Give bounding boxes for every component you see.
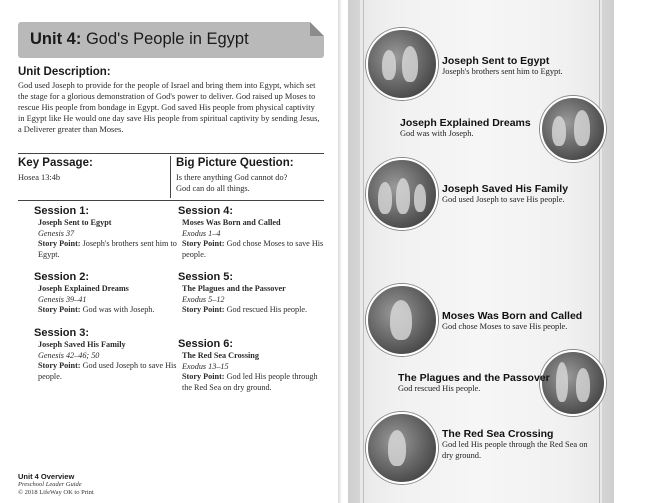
session-1 — [34, 205, 184, 260]
event-description: Joseph's brothers sent him to Egypt. — [442, 67, 563, 76]
big-picture-question: Is there anything God cannot do? — [176, 173, 288, 182]
session-title: The Plagues and the Passover — [182, 284, 286, 293]
session-heading: Session 2: — [34, 271, 90, 283]
timeline-event-4 — [442, 310, 582, 333]
session-title: Moses Was Born and Called — [182, 218, 281, 227]
joseph-sent-illustration — [366, 28, 438, 100]
story-point-label: Story Point: — [38, 361, 81, 371]
session-heading: Session 3: — [34, 327, 90, 339]
footer-copyright: © 2018 LifeWay OK to Print — [18, 489, 94, 496]
event-description: God led His people through the Red Sea on dry ground. — [442, 440, 588, 460]
story-point-label: Story Point: — [38, 305, 81, 315]
session-title: Joseph Explained Dreams — [38, 284, 129, 293]
session-reference: Exodus 5–12 — [182, 294, 225, 304]
event-title: The Red Sea Crossing — [442, 428, 554, 440]
page-gutter — [338, 0, 342, 503]
page-fold-corner — [310, 22, 324, 36]
session-6 — [178, 338, 328, 393]
key-passage-heading: Key Passage: — [18, 157, 93, 169]
event-title: Joseph Explained Dreams — [400, 117, 531, 129]
unit-description-text: God used Joseph to provide for the people of Israel and bring them into Egypt, which set the stage for a glorious demonstration of God's power to deliver. God raised up Moses to rescue His people from bondage in Egypt. God saved His people from physical captivity in Egypt like He would one day save His people from spiritual captivity by sending Jesus, a Deliverer greater than Moses. — [18, 81, 320, 134]
story-point-text: Joseph's brothers sent him to Egypt. — [38, 239, 177, 259]
unit-title — [30, 30, 249, 49]
event-description: God used Joseph to save His people. — [442, 195, 565, 204]
session-4 — [178, 205, 328, 260]
session-reference: Exodus 1–4 — [182, 228, 221, 238]
event-description: God chose Moses to save His people. — [442, 322, 568, 331]
session-5 — [178, 271, 328, 316]
timeline-event-6 — [442, 428, 592, 461]
story-point-label: Story Point: — [38, 239, 81, 249]
red-sea-illustration — [366, 412, 438, 484]
session-title: The Red Sea Crossing — [182, 351, 259, 360]
session-heading: Session 6: — [178, 338, 234, 350]
session-story-point — [38, 305, 184, 316]
session-story-point — [38, 239, 184, 260]
big-picture-text — [176, 172, 326, 194]
session-story-point — [182, 305, 328, 316]
unit-description-heading: Unit Description: — [18, 66, 111, 78]
moses-born-illustration — [366, 284, 438, 356]
divider — [18, 153, 324, 154]
timeline-event-2 — [400, 117, 531, 140]
event-description: God rescued His people. — [398, 384, 481, 393]
timeline-edge-line — [363, 0, 364, 503]
key-passage-text: Hosea 13:4b — [18, 173, 61, 182]
timeline-event-1 — [442, 55, 563, 78]
unit-name: God's People in Egypt — [85, 30, 249, 48]
session-2 — [34, 271, 184, 316]
story-point-text: God chose Moses to save His people. — [182, 239, 324, 259]
footer-subtitle: Preschool Leader Guide — [18, 481, 82, 488]
story-point-label: Story Point: — [182, 305, 225, 315]
column-divider — [170, 156, 171, 198]
event-title: The Plagues and the Passover — [398, 372, 550, 384]
big-picture-heading: Big Picture Question: — [176, 157, 294, 169]
session-story-point — [182, 372, 328, 393]
session-reference: Exodus 13–15 — [182, 361, 229, 371]
session-heading: Session 5: — [178, 271, 234, 283]
session-title: Joseph Sent to Egypt — [38, 218, 112, 227]
page-footer — [18, 472, 94, 497]
story-point-label: Story Point: — [182, 239, 225, 249]
joseph-family-illustration — [366, 158, 438, 230]
session-3 — [34, 327, 184, 382]
timeline-event-5 — [398, 372, 550, 395]
session-reference: Genesis 42–46; 50 — [38, 350, 100, 360]
story-point-label: Story Point: — [182, 372, 225, 382]
footer-title: Unit 4 Overview — [18, 472, 75, 481]
session-story-point — [182, 239, 328, 260]
session-reference: Genesis 39–41 — [38, 294, 87, 304]
plagues-passover-illustration — [540, 350, 606, 416]
story-point-text: God rescued His people. — [226, 305, 308, 315]
unit-label: Unit 4: — [30, 30, 82, 48]
big-picture-answer: God can do all things. — [176, 184, 250, 193]
event-title: Moses Was Born and Called — [442, 310, 583, 322]
session-story-point — [38, 361, 184, 382]
timeline-event-3 — [442, 183, 568, 206]
divider — [18, 200, 324, 201]
joseph-dreams-illustration — [540, 96, 606, 162]
event-description: God was with Joseph. — [400, 129, 474, 138]
session-heading: Session 1: — [34, 205, 90, 217]
session-title: Joseph Saved His Family — [38, 340, 126, 349]
story-point-text: God used Joseph to save His people. — [38, 361, 177, 381]
event-title: Joseph Sent to Egypt — [442, 55, 550, 67]
story-point-text: God was with Joseph. — [82, 305, 155, 315]
unit-header — [18, 22, 324, 58]
timeline-edge-line — [599, 0, 600, 503]
session-heading: Session 4: — [178, 205, 234, 217]
session-reference: Genesis 37 — [38, 228, 75, 238]
story-point-text: God led His people through the Red Sea on dry ground. — [182, 372, 318, 392]
event-title: Joseph Saved His Family — [442, 183, 569, 195]
